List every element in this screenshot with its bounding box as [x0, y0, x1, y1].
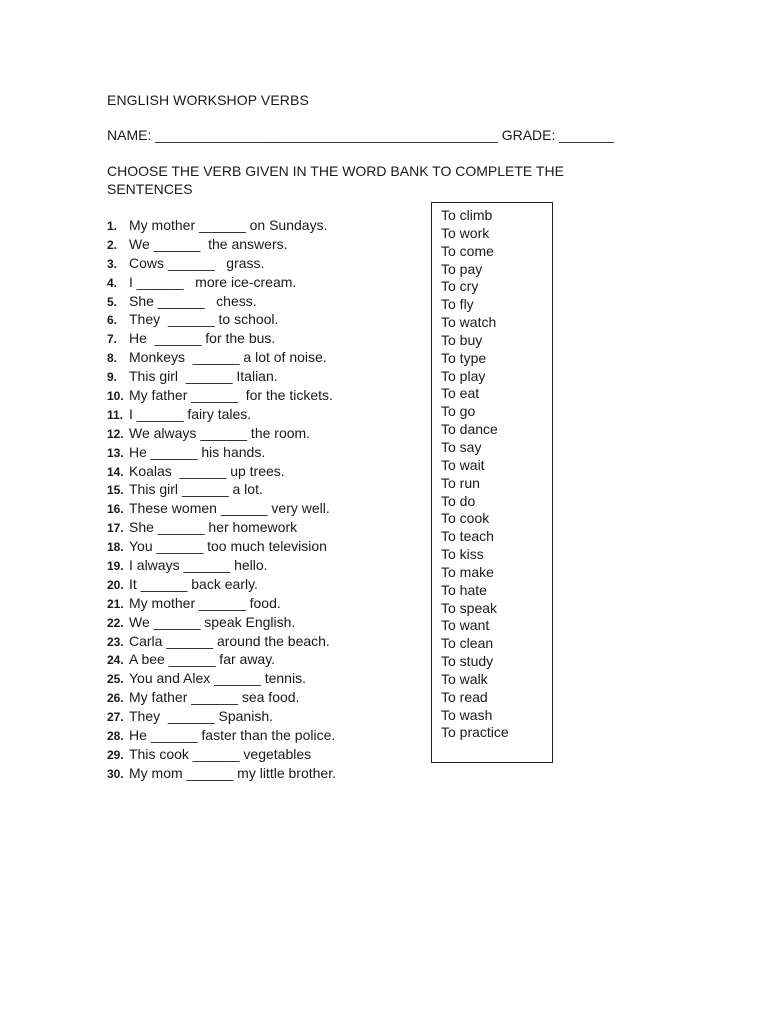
- question-text: We ______ speak English.: [129, 613, 296, 630]
- question-number: 10.: [107, 389, 124, 404]
- name-grade-line: NAME: ____________________________________________ GRADE: _______: [107, 127, 614, 143]
- question-text: You and Alex ______ tennis.: [129, 670, 306, 687]
- question-item: [107, 594, 336, 613]
- question-text: Carla ______ around the beach.: [129, 632, 330, 649]
- question-number: 28.: [107, 729, 124, 744]
- word-bank-box: [431, 202, 553, 763]
- question-number: 25.: [107, 672, 124, 687]
- question-number: 29.: [107, 747, 124, 762]
- question-text: My mother ______ food.: [129, 594, 281, 611]
- word-bank-item: To make: [441, 563, 494, 580]
- word-bank-item: To type: [441, 349, 487, 366]
- question-number: 12.: [107, 426, 124, 441]
- question-number: 11.: [107, 407, 124, 422]
- question-item: [107, 292, 336, 311]
- question-number: 2.: [107, 237, 118, 252]
- question-text: We ______ the answers.: [129, 235, 288, 252]
- question-item: [107, 764, 336, 783]
- question-item: [107, 462, 336, 481]
- question-text: These women ______ very well.: [129, 500, 330, 517]
- question-item: [107, 216, 336, 235]
- word-bank-item: To run: [441, 474, 480, 491]
- question-text: My father ______ for the tickets.: [129, 387, 333, 404]
- word-bank-item: To wash: [441, 706, 493, 723]
- word-bank-item: To clean: [441, 635, 494, 652]
- question-number: 20.: [107, 577, 124, 592]
- question-text: She ______ her homework: [129, 519, 298, 536]
- word-bank-item: To want: [441, 617, 490, 634]
- question-text: Monkeys ______ a lot of noise.: [129, 349, 327, 366]
- question-number: 7.: [107, 332, 118, 347]
- word-bank-item: To study: [441, 653, 494, 670]
- word-bank-item: To cry: [441, 278, 479, 295]
- question-text: He ______ faster than the police.: [129, 727, 336, 744]
- word-bank-item: To work: [441, 224, 490, 241]
- question-number: 1.: [107, 219, 118, 233]
- question-item: [107, 537, 336, 556]
- question-text: My mom ______ my little brother.: [129, 764, 336, 781]
- question-number: 13.: [107, 445, 124, 460]
- question-number: 17.: [107, 521, 124, 536]
- word-bank-list: [441, 207, 552, 742]
- question-item: [107, 688, 336, 707]
- question-item: [107, 386, 336, 405]
- word-bank-item: To kiss: [441, 546, 484, 563]
- question-number: 22.: [107, 615, 124, 630]
- question-text: They ______ Spanish.: [129, 708, 273, 725]
- question-text: My mother ______ on Sundays.: [129, 217, 328, 233]
- question-item: [107, 726, 336, 745]
- question-item: [107, 707, 336, 726]
- question-item: [107, 575, 336, 594]
- question-number: 5.: [107, 294, 118, 309]
- worksheet-title: ENGLISH WORKSHOP VERBS: [107, 92, 309, 108]
- question-text: You ______ too much television: [129, 538, 327, 555]
- word-bank-item: To climb: [441, 207, 493, 223]
- word-bank-item: To go: [441, 403, 476, 420]
- question-number: 27.: [107, 710, 124, 725]
- question-text: A bee ______ far away.: [129, 651, 276, 668]
- question-text: Cows ______ grass.: [129, 254, 265, 271]
- word-bank-item: To cook: [441, 510, 490, 527]
- question-text: They ______ to school.: [129, 311, 279, 328]
- question-number: 4.: [107, 275, 118, 290]
- question-text: My father ______ sea food.: [129, 689, 300, 706]
- word-bank-item: To come: [441, 242, 494, 259]
- question-item: [107, 348, 336, 367]
- question-item: [107, 329, 336, 348]
- question-text: He ______ for the bus.: [129, 330, 276, 347]
- word-bank-item: To read: [441, 688, 488, 705]
- question-item: [107, 556, 336, 575]
- word-bank-item: To dance: [441, 421, 498, 438]
- question-text: This girl ______ a lot.: [129, 481, 263, 498]
- question-text: We always ______ the room.: [129, 424, 311, 441]
- question-text: He ______ his hands.: [129, 443, 266, 460]
- question-list: [107, 216, 336, 783]
- instructions-text: CHOOSE THE VERB GIVEN IN THE WORD BANK TO COMPLETE THE SENTENCES: [107, 163, 564, 197]
- question-item: [107, 745, 336, 764]
- question-text: I ______ more ice-cream.: [129, 273, 297, 290]
- question-number: 19.: [107, 559, 124, 574]
- word-bank-item: To buy: [441, 331, 483, 348]
- question-text: She ______ chess.: [129, 292, 257, 309]
- question-item: [107, 273, 336, 292]
- word-bank-item: To play: [441, 367, 486, 384]
- question-number: 21.: [107, 596, 124, 611]
- word-bank-item: To speak: [441, 599, 498, 616]
- word-bank-item: To watch: [441, 314, 497, 331]
- question-number: 9.: [107, 370, 118, 385]
- word-bank-item: To fly: [441, 296, 474, 313]
- question-item: [107, 443, 336, 462]
- word-bank-item: To pay: [441, 260, 483, 277]
- word-bank-item: To eat: [441, 385, 480, 402]
- word-bank-item: To teach: [441, 528, 494, 545]
- question-item: [107, 424, 336, 443]
- question-text: This girl ______ Italian.: [129, 368, 278, 385]
- question-item: [107, 235, 336, 254]
- question-text: Koalas ______ up trees.: [129, 462, 285, 479]
- question-text: This cook ______ vegetables: [129, 745, 312, 762]
- word-bank-item: To say: [441, 438, 482, 455]
- question-number: 16.: [107, 502, 124, 517]
- question-text: It ______ back early.: [129, 575, 258, 592]
- question-number: 24.: [107, 653, 124, 668]
- question-number: 26.: [107, 691, 124, 706]
- question-item: [107, 613, 336, 632]
- question-number: 30.: [107, 766, 124, 781]
- question-item: [107, 518, 336, 537]
- question-number: 3.: [107, 256, 118, 271]
- question-item: [107, 405, 336, 424]
- question-number: 23.: [107, 634, 124, 649]
- question-item: [107, 310, 336, 329]
- question-item: [107, 650, 336, 669]
- question-number: 18.: [107, 540, 124, 555]
- question-item: [107, 480, 336, 499]
- word-bank-item: To do: [441, 492, 476, 509]
- question-item: [107, 499, 336, 518]
- question-number: 15.: [107, 483, 124, 498]
- question-number: 6.: [107, 313, 118, 328]
- word-bank-item: To wait: [441, 456, 485, 473]
- question-item: [107, 669, 336, 688]
- question-number: 8.: [107, 351, 118, 366]
- word-bank-item: To practice: [441, 724, 509, 741]
- question-number: 14.: [107, 464, 124, 479]
- question-item: [107, 254, 336, 273]
- word-bank-item: To walk: [441, 670, 488, 687]
- word-bank-item: To hate: [441, 581, 487, 598]
- question-text: I always ______ hello.: [129, 557, 268, 574]
- question-text: I ______ fairy tales.: [129, 405, 252, 422]
- question-item: [107, 367, 336, 386]
- question-item: [107, 632, 336, 651]
